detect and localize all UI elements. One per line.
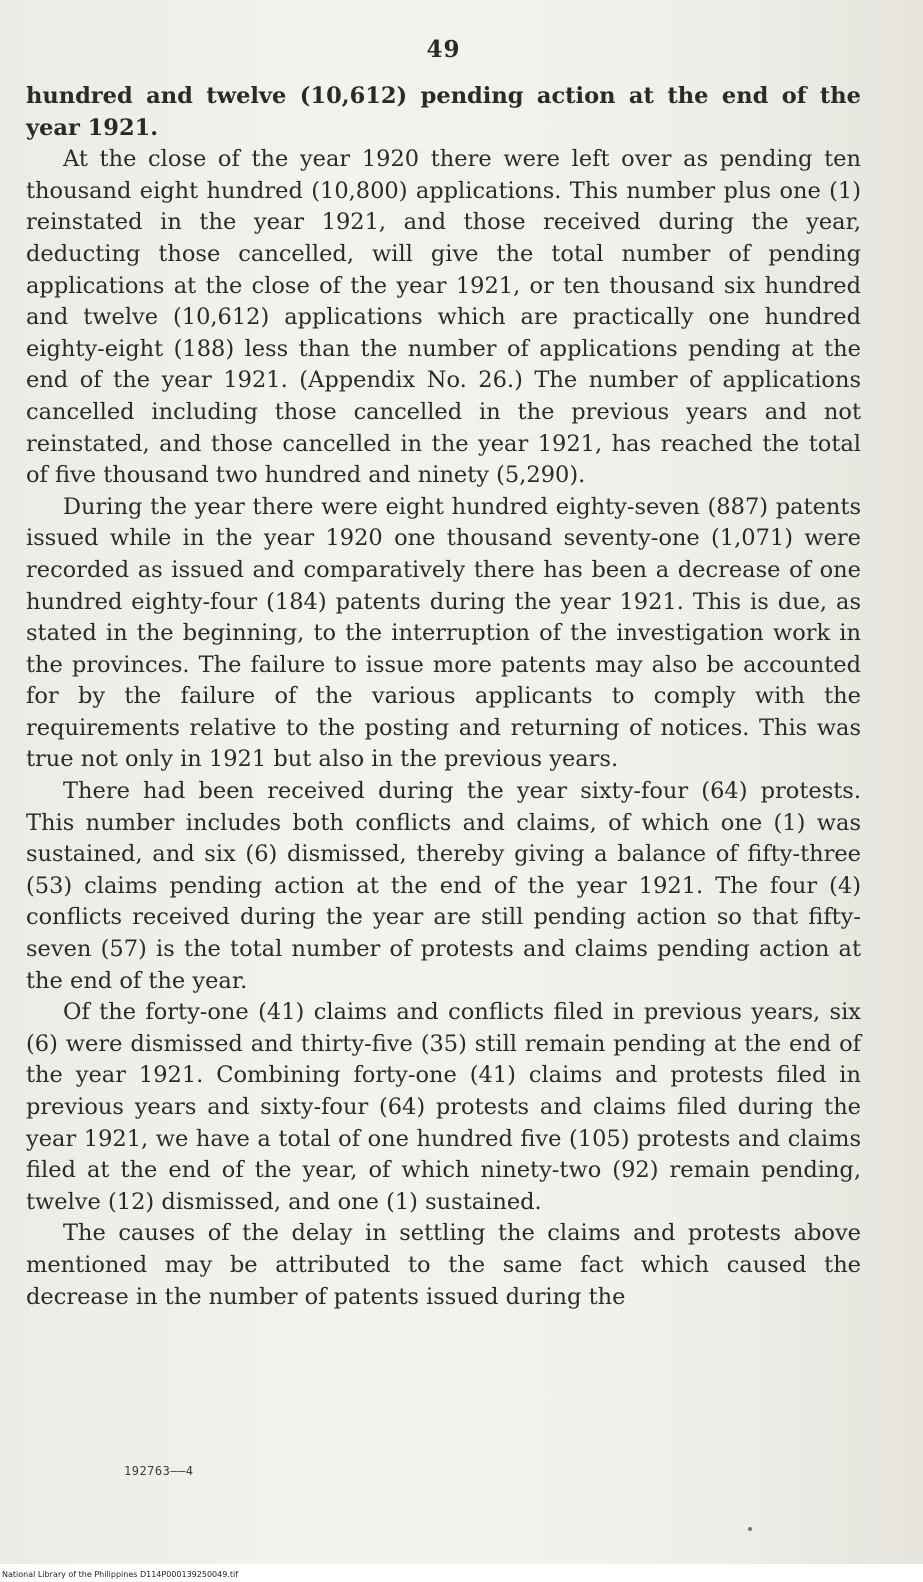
paragraph-1: hundred and twelve (10,612) pending action at the end of the year 1921.: [26, 83, 861, 141]
paragraph-2: At the close of the year 1920 there were left over as pending ten thousand eight hundred (10,800) applications. This number plus one (1) reinstated in the year 1921, and those received during the year, deducting those cancelled, will give the total number of pending applications at the close of the year 1921, or ten thousand six hundred and twelve (10,612) applications which are practically one hundred eighty-eight (188) less than the number of applications pending at the end of the year 1921. (Appendix No. 26.) The number of applications cancelled including those cancelled in the previous years and not reinstated, and those cancelled in the year 1921, has reached the total of five thousand two hundred and ninety (5,290).: [26, 146, 861, 489]
scan-credit-text: National Library of the Philippines D114P000139250049.tif: [2, 1570, 239, 1579]
paragraph-5: Of the forty-one (41) claims and conflicts filed in previous years, six (6) were dismissed and thirty-five (35) still remain pending at the end of the year 1921. Combining forty-one (41) claims and protests filed in previous years and sixty-four (64) protests and claims filed during the year 1921, we have a total of one hundred five (105) protests and claims filed at the end of the year, of which ninety-two (92) remain pending, twelve (12) dismissed, and one (1) sustained.: [26, 999, 861, 1215]
paragraph-6: The causes of the delay in settling the claims and protests above mentioned may be attributed to the same fact which caused the decrease in the number of patents issued during the: [26, 1220, 861, 1310]
paragraph-3: During the year there were eight hundred eighty-seven (887) patents issued while in the year 1920 one thousand seventy-one (1,071) were recorded as issued and comparatively there has been a decrease of one hundred eighty-four (184) patents during the year 1921. This is due, as stated in the beginning, to the interruption of the investigation work in the provinces. The failure to issue more patents may also be accounted for by the failure of the various applicants to comply with the requirements relative to the posting and returning of notices. This was true not only in 1921 but also in the previous years.: [26, 493, 861, 773]
paragraph-4: There had been received during the year sixty-four (64) protests. This number includes both conflicts and claims, of which one (1) was sustained, and six (6) dismissed, thereby giving a balance of fifty-three (53) claims pending action at the end of the year 1921. The four (4) conflicts received during the year are still pending action so that fifty-seven (57) is the total number of protests and claims pending action at the end of the year.: [26, 778, 861, 994]
page-number: 49: [426, 36, 461, 63]
printer-signature-code: 192763——4: [124, 1464, 194, 1478]
scan-credit-strip: [0, 1564, 923, 1582]
paper-speck: [748, 1527, 752, 1531]
